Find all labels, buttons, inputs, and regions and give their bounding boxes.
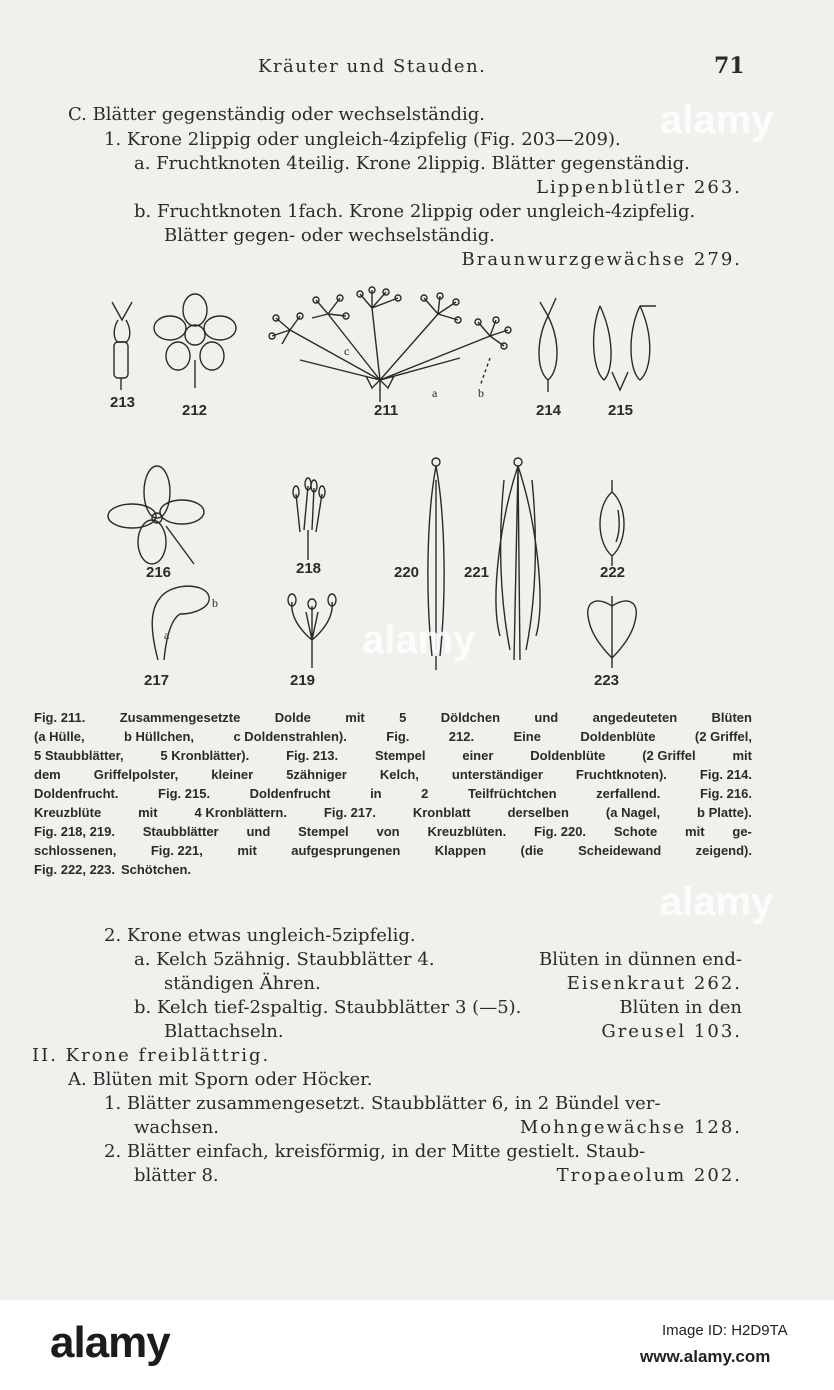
- caption-word: Kronblatt: [412, 805, 471, 820]
- caption-word: Fig. 217.: [323, 805, 376, 820]
- caption-word: dem: [34, 767, 61, 782]
- caption-word: Schote: [613, 824, 658, 839]
- fig-222-silicle: [600, 480, 624, 566]
- caption-word: Kreuzblüte: [34, 805, 102, 820]
- caption-word: Dolde: [274, 710, 311, 725]
- caption-word: Döldchen: [440, 710, 501, 725]
- fig-215-split-fruit: [594, 306, 656, 390]
- fig-213-pistil: [112, 302, 132, 390]
- caption-word: Scheidewand: [578, 843, 662, 858]
- page-number: 71: [714, 53, 745, 79]
- caption-word: mit: [685, 824, 705, 839]
- fig-211-label-a: a: [432, 386, 438, 400]
- caption-word: in: [370, 786, 382, 801]
- caption-word: Fig. 220.: [534, 824, 587, 839]
- figure-number-218: 218: [296, 560, 322, 577]
- caption-line: [34, 746, 752, 765]
- caption-line: [34, 860, 752, 879]
- caption-word: zerfallend.: [596, 786, 661, 801]
- caption-word: 5zähniger: [286, 767, 347, 782]
- caption-line: [34, 708, 752, 727]
- caption-line: [34, 841, 752, 860]
- caption-word: Blüten: [711, 710, 752, 725]
- figure-number-223: 223: [594, 672, 620, 689]
- caption-word: (a Hülle,: [34, 729, 85, 744]
- caption-word: unterständiger: [451, 767, 543, 782]
- fig-217-label-b: b: [212, 596, 218, 610]
- key-item-i2-cont: blätter 8.: [134, 1165, 219, 1186]
- family-greusel: Greusel 103.: [601, 1021, 742, 1042]
- key-item-2b-left: b. Kelch tief-2spaltig. Staubblätter 3 (—5).: [134, 997, 522, 1018]
- caption-word: ge-: [732, 824, 752, 839]
- fig-212-umbel-flower: [154, 294, 236, 388]
- fig-218-stamens: [293, 478, 325, 560]
- key-item-2a-left: a. Kelch 5zähnig. Staubblätter 4.: [134, 949, 435, 970]
- key-item-1a: a. Fruchtknoten 4teilig. Krone 2lippig. Blätter gegenständig.: [134, 153, 690, 174]
- figure-number-216: 216: [146, 564, 172, 581]
- caption-word: Doldenfrucht: [249, 786, 331, 801]
- caption-word: 212.: [448, 729, 475, 744]
- fig-219-stamens-pistil: [288, 594, 336, 668]
- caption-word: 5 Kronblätter).: [160, 748, 250, 763]
- key-item-2b: [134, 997, 742, 1019]
- caption-line: [34, 803, 752, 822]
- caption-word: Stempel: [298, 824, 349, 839]
- caption-word: Fig. 216.: [699, 786, 752, 801]
- caption-word: und: [534, 710, 559, 725]
- caption-line: [34, 727, 752, 746]
- watermark: alamy: [362, 618, 476, 662]
- fig-217-label-a: a: [164, 628, 170, 642]
- caption-line: [34, 822, 752, 841]
- family-braunwurzgewaechse: Braunwurzgewächse 279.: [461, 249, 742, 270]
- figure-caption: [34, 708, 752, 879]
- figure-number-217: 217: [144, 672, 170, 689]
- caption-word: (die: [520, 843, 544, 858]
- fig-223-silicle: [588, 596, 637, 668]
- caption-word: kleiner: [211, 767, 254, 782]
- caption-word: Teilfrüchtchen: [467, 786, 557, 801]
- caption-word: aufgesprungenen: [291, 843, 401, 858]
- key-item-1b: b. Fruchtknoten 1fach. Krone 2lippig oder ungleich-4zipfelig.: [134, 201, 696, 222]
- caption-word: 5 Staubblätter,: [34, 748, 124, 763]
- caption-word: Staubblätter: [142, 824, 219, 839]
- family-tropaeolum: Tropaeolum 202.: [556, 1165, 742, 1186]
- caption-word: Fig. 211.: [34, 710, 86, 725]
- caption-word: Schötchen.: [120, 862, 192, 877]
- figure-number-220: 220: [394, 564, 420, 581]
- caption-word: (2 Griffel,: [694, 729, 752, 744]
- figure-number-219: 219: [290, 672, 316, 689]
- caption-word: Fig. 213.: [286, 748, 339, 763]
- caption-word: Klappen: [434, 843, 487, 858]
- figure-number-213: 213: [110, 394, 136, 411]
- key-item-2b-right: Blüten in den: [619, 997, 742, 1018]
- caption-word: schlossenen,: [34, 843, 117, 858]
- key-item-i1-cont: wachsen.: [134, 1117, 220, 1138]
- key-section-ii: II. Krone freiblättrig.: [32, 1045, 271, 1066]
- caption-word: 4 Kronblättern.: [194, 805, 287, 820]
- caption-line: [34, 784, 752, 803]
- caption-word: Fruchtknoten).: [575, 767, 667, 782]
- family-mohngewaechse: Mohngewächse 128.: [519, 1117, 742, 1138]
- caption-word: Stempel: [374, 748, 426, 763]
- caption-word: Fig. 218, 219.: [34, 824, 115, 839]
- key-item-2a-cont: ständigen Ähren.: [164, 973, 321, 994]
- caption-word: Eine: [513, 729, 541, 744]
- caption-word: Doldenblüte: [580, 729, 656, 744]
- caption-word: Kreuzblüten.: [427, 824, 507, 839]
- figure-number-215: 215: [608, 402, 634, 419]
- caption-word: mit: [732, 748, 752, 763]
- site-url[interactable]: www.alamy.com: [640, 1347, 771, 1366]
- fig-211-label-c: c: [344, 344, 350, 358]
- caption-word: derselben: [507, 805, 569, 820]
- caption-word: Fig. 222, 223.: [34, 862, 115, 877]
- caption-word: c Doldenstrahlen).: [233, 729, 347, 744]
- caption-line: [34, 765, 752, 784]
- caption-word: mit: [237, 843, 257, 858]
- caption-word: angedeuteten: [592, 710, 678, 725]
- caption-word: Griffelpolster,: [93, 767, 179, 782]
- key-item-2a-right: Blüten in dünnen end-: [539, 949, 742, 970]
- key-item-2a: [134, 949, 742, 971]
- figure-number-221: 221: [464, 564, 490, 581]
- fig-211-label-b: b: [478, 386, 484, 400]
- family-lippenbluetler: Lippenblütler 263.: [536, 177, 742, 198]
- key-section-a: A. Blüten mit Sporn oder Höcker.: [68, 1069, 373, 1090]
- caption-word: Zusammengesetzte: [119, 710, 241, 725]
- fig-216-cruciferous-flower: [108, 466, 204, 564]
- running-header-title: Kräuter und Stauden.: [258, 56, 487, 77]
- caption-word: Fig.: [386, 729, 410, 744]
- caption-word: Fig. 215.: [158, 786, 211, 801]
- key-item-1b-cont: Blätter gegen- oder wechselständig.: [164, 225, 495, 246]
- caption-word: mit: [138, 805, 158, 820]
- watermark: alamy: [660, 880, 774, 924]
- caption-word: zeigend).: [695, 843, 752, 858]
- footer-logo: alamy: [50, 1318, 170, 1367]
- caption-word: Kelch,: [379, 767, 419, 782]
- caption-word: Fig. 221,: [150, 843, 203, 858]
- caption-word: 2: [421, 786, 429, 801]
- caption-word: Fig. 214.: [699, 767, 752, 782]
- caption-word: Doldenblüte: [530, 748, 606, 763]
- caption-word: (a Nagel,: [605, 805, 661, 820]
- figure-number-211: 211: [374, 402, 399, 419]
- key-item-i1: 1. Blätter zusammengesetzt. Staubblätter 6, in 2 Bündel ver-: [104, 1093, 661, 1114]
- caption-word: b Hüllchen,: [123, 729, 195, 744]
- caption-word: (2 Griffel: [642, 748, 696, 763]
- key-item-2: 2. Krone etwas ungleich-5zipfelig.: [104, 925, 416, 946]
- image-id-label: Image ID: H2D9TA: [662, 1322, 788, 1339]
- fig-221-open-silique: [496, 458, 540, 660]
- key-item-1: 1. Krone 2lippig oder ungleich-4zipfelig (Fig. 203—209).: [104, 129, 621, 150]
- fig-211-compound-umbel: [269, 287, 511, 402]
- caption-word: einer: [462, 748, 494, 763]
- fig-214-umbel-fruit: [539, 298, 557, 392]
- watermark: alamy: [660, 98, 774, 142]
- fig-217-petal: [152, 586, 209, 660]
- figure-number-222: 222: [600, 564, 626, 581]
- caption-word: Doldenfrucht.: [34, 786, 119, 801]
- caption-word: von: [376, 824, 400, 839]
- caption-word: 5: [399, 710, 407, 725]
- key-item-i2: 2. Blätter einfach, kreisförmig, in der Mitte gestielt. Staub-: [104, 1141, 646, 1162]
- family-eisenkraut: Eisenkraut 262.: [566, 973, 742, 994]
- key-item-2b-cont: Blattachseln.: [164, 1021, 284, 1042]
- caption-word: b Platte).: [697, 805, 752, 820]
- caption-word: und: [246, 824, 271, 839]
- figure-number-212: 212: [182, 402, 208, 419]
- caption-word: mit: [345, 710, 365, 725]
- figure-number-214: 214: [536, 402, 562, 419]
- key-section-c: C. Blätter gegenständig oder wechselständig.: [68, 104, 486, 125]
